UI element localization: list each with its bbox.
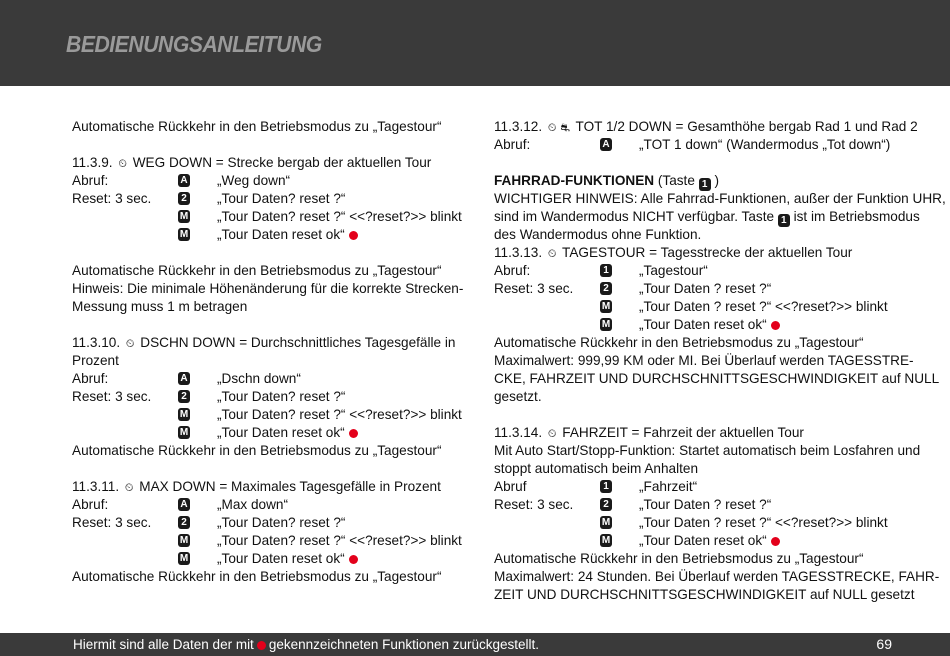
key-m-icon: M bbox=[179, 427, 189, 438]
key-2-icon: 2 bbox=[178, 516, 190, 529]
key-a-icon: A bbox=[600, 138, 612, 151]
right-column bbox=[494, 118, 946, 604]
section-heading: 11.3.9. ⏲ WEG DOWN = Strecke bergab der aktuellen Tour bbox=[72, 155, 432, 170]
key-1-icon: 1 bbox=[600, 264, 612, 277]
key-row: Abruf: A „Weg down“ bbox=[72, 173, 291, 188]
text-line: ZEIT UND DURCHSCHNITTSGESCHWINDIGKEIT auf NULL gesetzt bbox=[494, 587, 915, 602]
section-heading: 11.3.14. ⏲ FAHRZEIT = Fahrzeit der aktuellen Tour bbox=[494, 425, 804, 440]
key-row: Abruf: A „Max down“ bbox=[72, 497, 289, 512]
key-2-icon: 2 bbox=[600, 498, 612, 511]
key-row: M „Tour Daten reset ok“ bbox=[72, 550, 462, 568]
key-1-icon: 1 bbox=[600, 480, 612, 493]
text-line: Hinweis: Die minimale Höhenänderung für die korrekte Strecken- bbox=[72, 281, 464, 296]
text-line: Automatische Rückkehr in den Betriebsmodus zu „Tagestour“ bbox=[72, 569, 442, 584]
key-row: Reset: 3 sec. 2 „Tour Daten? reset ?“ bbox=[72, 389, 346, 404]
text-line: Prozent bbox=[72, 353, 119, 368]
footer-note: Hiermit sind alle Daten der mit gekennzeichneten Funktionen zurückgestellt. bbox=[73, 637, 539, 652]
text-line: CKE, FAHRZEIT UND DURCHSCHNITTSGESCHWINDIGKEIT auf NULL bbox=[494, 371, 940, 386]
key-row: M „Tour Daten reset ok“ bbox=[72, 424, 462, 442]
key-1-icon: 1 bbox=[699, 178, 711, 191]
key-row: Reset: 3 sec. 2 „Tour Daten? reset ?“ bbox=[72, 191, 346, 206]
page-footer bbox=[0, 633, 950, 656]
key-row: M „Tour Daten? reset ?“ <<?reset?>> blinkt bbox=[179, 407, 462, 422]
key-m-icon: M bbox=[601, 301, 611, 312]
key-m-icon: M bbox=[179, 409, 189, 420]
text-line: Messung muss 1 m betragen bbox=[72, 299, 248, 314]
text-line: Automatische Rückkehr in den Betriebsmodus zu „Tagestour“ bbox=[72, 263, 442, 278]
text-line: Automatische Rückkehr in den Betriebsmodus zu „Tagestour“ bbox=[72, 443, 442, 458]
key-row: Reset: 3 sec. 2 „Tour Daten ? reset ?“ bbox=[494, 497, 772, 512]
text-line: sind im Wandermodus NICHT verfügbar. Taste 1 ist im Betriebsmodus bbox=[494, 209, 920, 226]
key-m-icon: M bbox=[601, 535, 611, 546]
page-number: 69 bbox=[876, 636, 892, 652]
clock-icon: ⏲ bbox=[547, 428, 557, 440]
foot-icon: ⛐ bbox=[560, 122, 570, 134]
text-line: des Wandermodus ohne Funktion. bbox=[494, 227, 702, 242]
clock-icon: ⏲ bbox=[125, 338, 135, 350]
key-a-icon: A bbox=[178, 372, 190, 385]
section-heading: 11.3.11. ⏲ MAX DOWN = Maximales Tagesgefälle in Prozent bbox=[72, 479, 441, 494]
key-1-icon: 1 bbox=[778, 214, 790, 227]
key-row: M „Tour Daten? reset ?“ <<?reset?>> blinkt bbox=[179, 209, 462, 224]
key-a-icon: A bbox=[178, 498, 190, 511]
section-heading: 11.3.12. ⏲ ⛐ TOT 1/2 DOWN = Gesamthöhe bergab Rad 1 und Rad 2 bbox=[494, 119, 918, 134]
key-a-icon: A bbox=[178, 174, 190, 187]
key-m-icon: M bbox=[179, 535, 189, 546]
red-dot-icon bbox=[349, 429, 358, 438]
text-line: gesetzt. bbox=[494, 389, 542, 404]
key-row: M „Tour Daten reset ok“ bbox=[494, 532, 894, 550]
red-dot-icon bbox=[257, 641, 266, 650]
section-heading: 11.3.10. ⏲ DSCHN DOWN = Durchschnittliches Tagesgefälle in bbox=[72, 335, 456, 350]
key-2-icon: 2 bbox=[178, 192, 190, 205]
key-row: M „Tour Daten ? reset ?“ <<?reset?>> blinkt bbox=[601, 299, 888, 314]
text-line: Automatische Rückkehr in den Betriebsmodus zu „Tagestour“ bbox=[72, 119, 442, 134]
red-dot-icon bbox=[349, 231, 358, 240]
clock-icon: ⏲ bbox=[118, 158, 127, 170]
left-column bbox=[72, 118, 462, 586]
key-row: M „Tour Daten reset ok“ bbox=[72, 226, 462, 244]
key-m-icon: M bbox=[179, 229, 189, 240]
key-2-icon: 2 bbox=[178, 390, 190, 403]
key-row: M „Tour Daten? reset ?“ <<?reset?>> blinkt bbox=[179, 533, 462, 548]
key-row: Abruf 1 „Fahrzeit“ bbox=[494, 479, 698, 494]
red-dot-icon bbox=[771, 321, 780, 330]
text-line: Maximalwert: 24 Stunden. Bei Überlauf werden TAGESSTRECKE, FAHR- bbox=[494, 569, 940, 584]
text-line: stoppt automatisch beim Anhalten bbox=[494, 461, 699, 476]
key-m-icon: M bbox=[601, 319, 611, 330]
page-title: BEDIENUNGSANLEITUNG bbox=[66, 31, 322, 57]
clock-icon: ⏲ bbox=[547, 248, 557, 260]
key-m-icon: M bbox=[601, 517, 611, 528]
key-m-icon: M bbox=[179, 553, 189, 564]
key-row: Reset: 3 sec. 2 „Tour Daten? reset ?“ bbox=[72, 515, 346, 530]
key-m-icon: M bbox=[179, 211, 189, 222]
text-line: Automatische Rückkehr in den Betriebsmodus zu „Tagestour“ bbox=[494, 551, 864, 566]
text-line: Automatische Rückkehr in den Betriebsmodus zu „Tagestour“ bbox=[494, 335, 864, 350]
section-heading: 11.3.13. ⏲ TAGESTOUR = Tagesstrecke der aktuellen Tour bbox=[494, 245, 853, 260]
red-dot-icon bbox=[771, 537, 780, 546]
key-row: Reset: 3 sec. 2 „Tour Daten ? reset ?“ bbox=[494, 281, 772, 296]
page-header bbox=[0, 0, 950, 86]
text-line: WICHTIGER HINWEIS: Alle Fahrrad-Funktionen, außer der Funktion UHR, bbox=[494, 191, 946, 206]
clock-icon: ⏲ bbox=[547, 122, 557, 134]
clock-icon: ⏲ bbox=[124, 482, 134, 494]
key-row: M „Tour Daten ? reset ?“ <<?reset?>> blinkt bbox=[601, 515, 888, 530]
text-line: Maximalwert: 999,99 KM oder MI. Bei Überlauf werden TAGESSTRE- bbox=[494, 353, 914, 368]
text-line: Mit Auto Start/Stopp-Funktion: Startet automatisch beim Losfahren und bbox=[494, 443, 921, 458]
section-heading: FAHRRAD-FUNKTIONEN (Taste 1 ) bbox=[494, 173, 719, 190]
red-dot-icon bbox=[349, 555, 358, 564]
key-row: Abruf: 1 „Tagestour“ bbox=[494, 263, 708, 278]
key-row: Abruf: A „Dschn down“ bbox=[72, 371, 301, 386]
key-2-icon: 2 bbox=[600, 282, 612, 295]
key-row: M „Tour Daten reset ok“ bbox=[494, 316, 894, 334]
key-row: Abruf: A „TOT 1 down“ (Wandermodus „Tot down“) bbox=[494, 137, 891, 152]
